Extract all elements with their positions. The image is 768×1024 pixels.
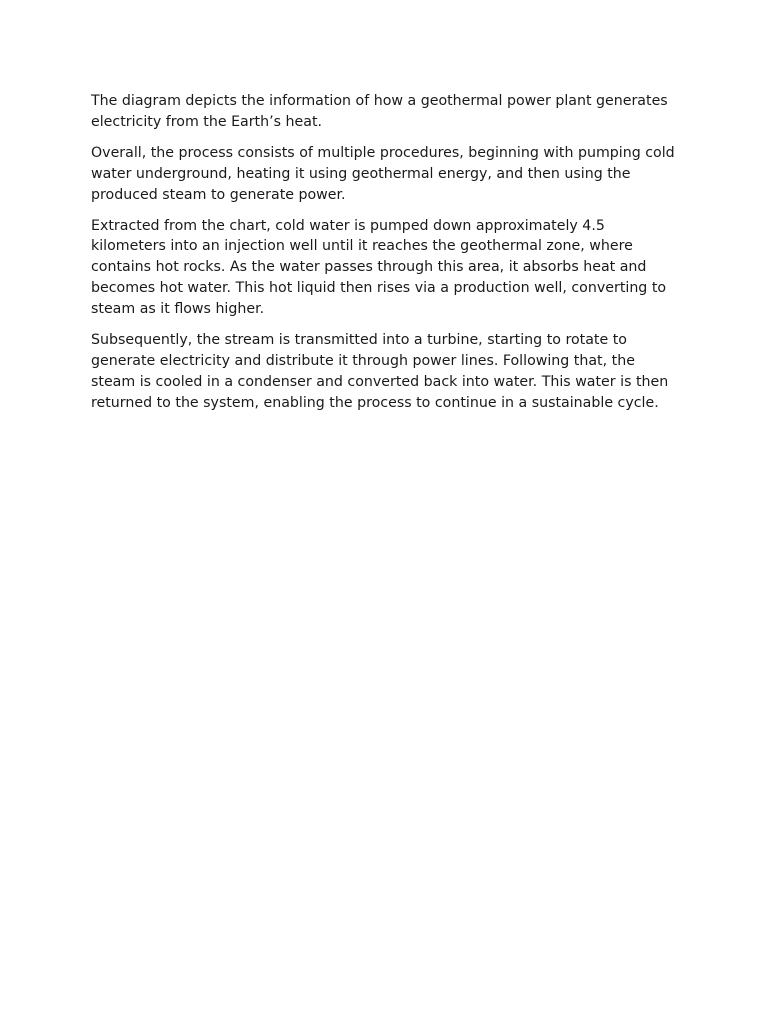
introduction-paragraph: The diagram depicts the information of how a geothermal power plant generates electricity from the Earth’s heat.: [91, 93, 668, 130]
body-paragraph-power-generation: Subsequently, the stream is transmitted into a turbine, starting to rotate to generate electricity and distribute it through power lines. Following that, the steam is cooled in a condenser and converted back into water. This water is then returned to the system, enabling the process to continue in a sustainable cycle.: [91, 332, 669, 411]
body-paragraph-underground-process: Extracted from the chart, cold water is pumped down approximately 4.5 kilometers into an injection well until it reaches the geothermal zone, where contains hot rocks. As the water passes through this area, it absorbs heat and becomes hot water. This hot liquid then rises via a production well, converting to steam as it flows higher.: [91, 217, 667, 318]
overview-paragraph: Overall, the process consists of multiple procedures, beginning with pumping cold water underground, heating it using geothermal energy, and then using the produced steam to generate power.: [91, 144, 675, 203]
